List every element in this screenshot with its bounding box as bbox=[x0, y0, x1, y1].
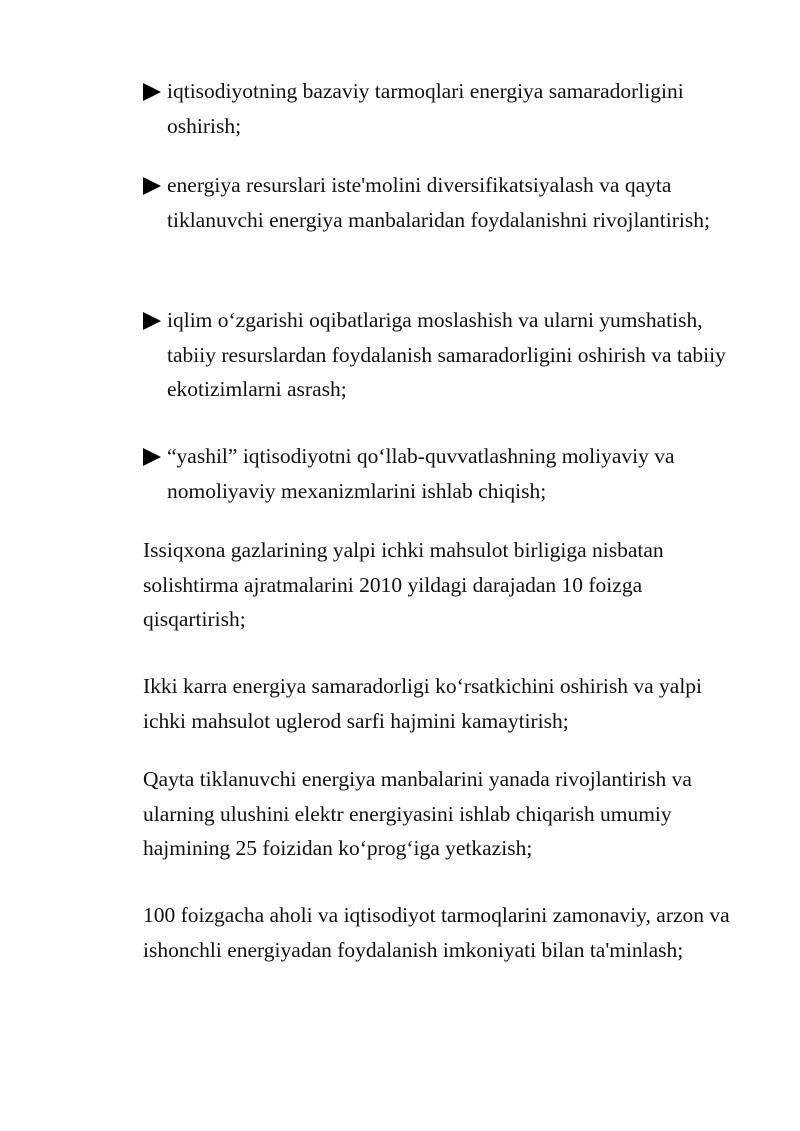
bullet-text: iqtisodiyotning bazaviy tarmoqlari energiya samaradorligini oshirish; bbox=[167, 79, 684, 138]
bullet-item bbox=[143, 168, 743, 237]
paragraph bbox=[143, 898, 743, 967]
bullet-item bbox=[143, 74, 743, 143]
triangle-bullet-icon bbox=[143, 83, 161, 101]
triangle-bullet-icon bbox=[143, 448, 161, 466]
triangle-bullet-icon bbox=[143, 312, 161, 330]
triangle-bullet-icon bbox=[143, 177, 161, 195]
bullet-text: “yashil” iqtisodiyotni qo‘llab-quvvatlashning moliyaviy va nomoliyaviy mexanizmlarini ishlab chiqish; bbox=[167, 444, 675, 503]
paragraph-text: Qayta tiklanuvchi energiya manbalarini yanada rivojlantirish va ularning ulushini elektr energiyasini ishlab chiqarish umumiy hajmining 25 foizidan ko‘prog‘iga yetkazish; bbox=[143, 767, 692, 860]
bullet-text: iqlim o‘zgarishi oqibatlariga moslashish va ularni yumshatish, tabiiy resurslardan foydalanish samaradorligini oshirish va tabiiy ekotizimlarni asrash; bbox=[167, 308, 726, 401]
bullet-item bbox=[143, 303, 743, 407]
bullet-text: energiya resurslari iste'molini diversifikatsiyalash va qayta tiklanuvchi energiya manbalaridan foydalanishni rivojlantirish; bbox=[167, 173, 710, 232]
paragraph bbox=[143, 533, 743, 637]
bullet-item bbox=[143, 439, 743, 508]
paragraph-text: Issiqxona gazlarining yalpi ichki mahsulot birligiga nisbatan solishtirma ajratmalarini 2010 yildagi darajadan 10 foizga qisqartirish; bbox=[143, 538, 664, 631]
paragraph bbox=[143, 669, 743, 738]
paragraph-text: Ikki karra energiya samaradorligi ko‘rsatkichini oshirish va yalpi ichki mahsulot uglerod sarfi hajmini kamaytirish; bbox=[143, 674, 703, 733]
paragraph bbox=[143, 762, 743, 866]
paragraph-text: 100 foizgacha aholi va iqtisodiyot tarmoqlarini zamonaviy, arzon va ishonchli energiyadan foydalanish imkoniyati bilan ta'minlash; bbox=[143, 903, 730, 962]
